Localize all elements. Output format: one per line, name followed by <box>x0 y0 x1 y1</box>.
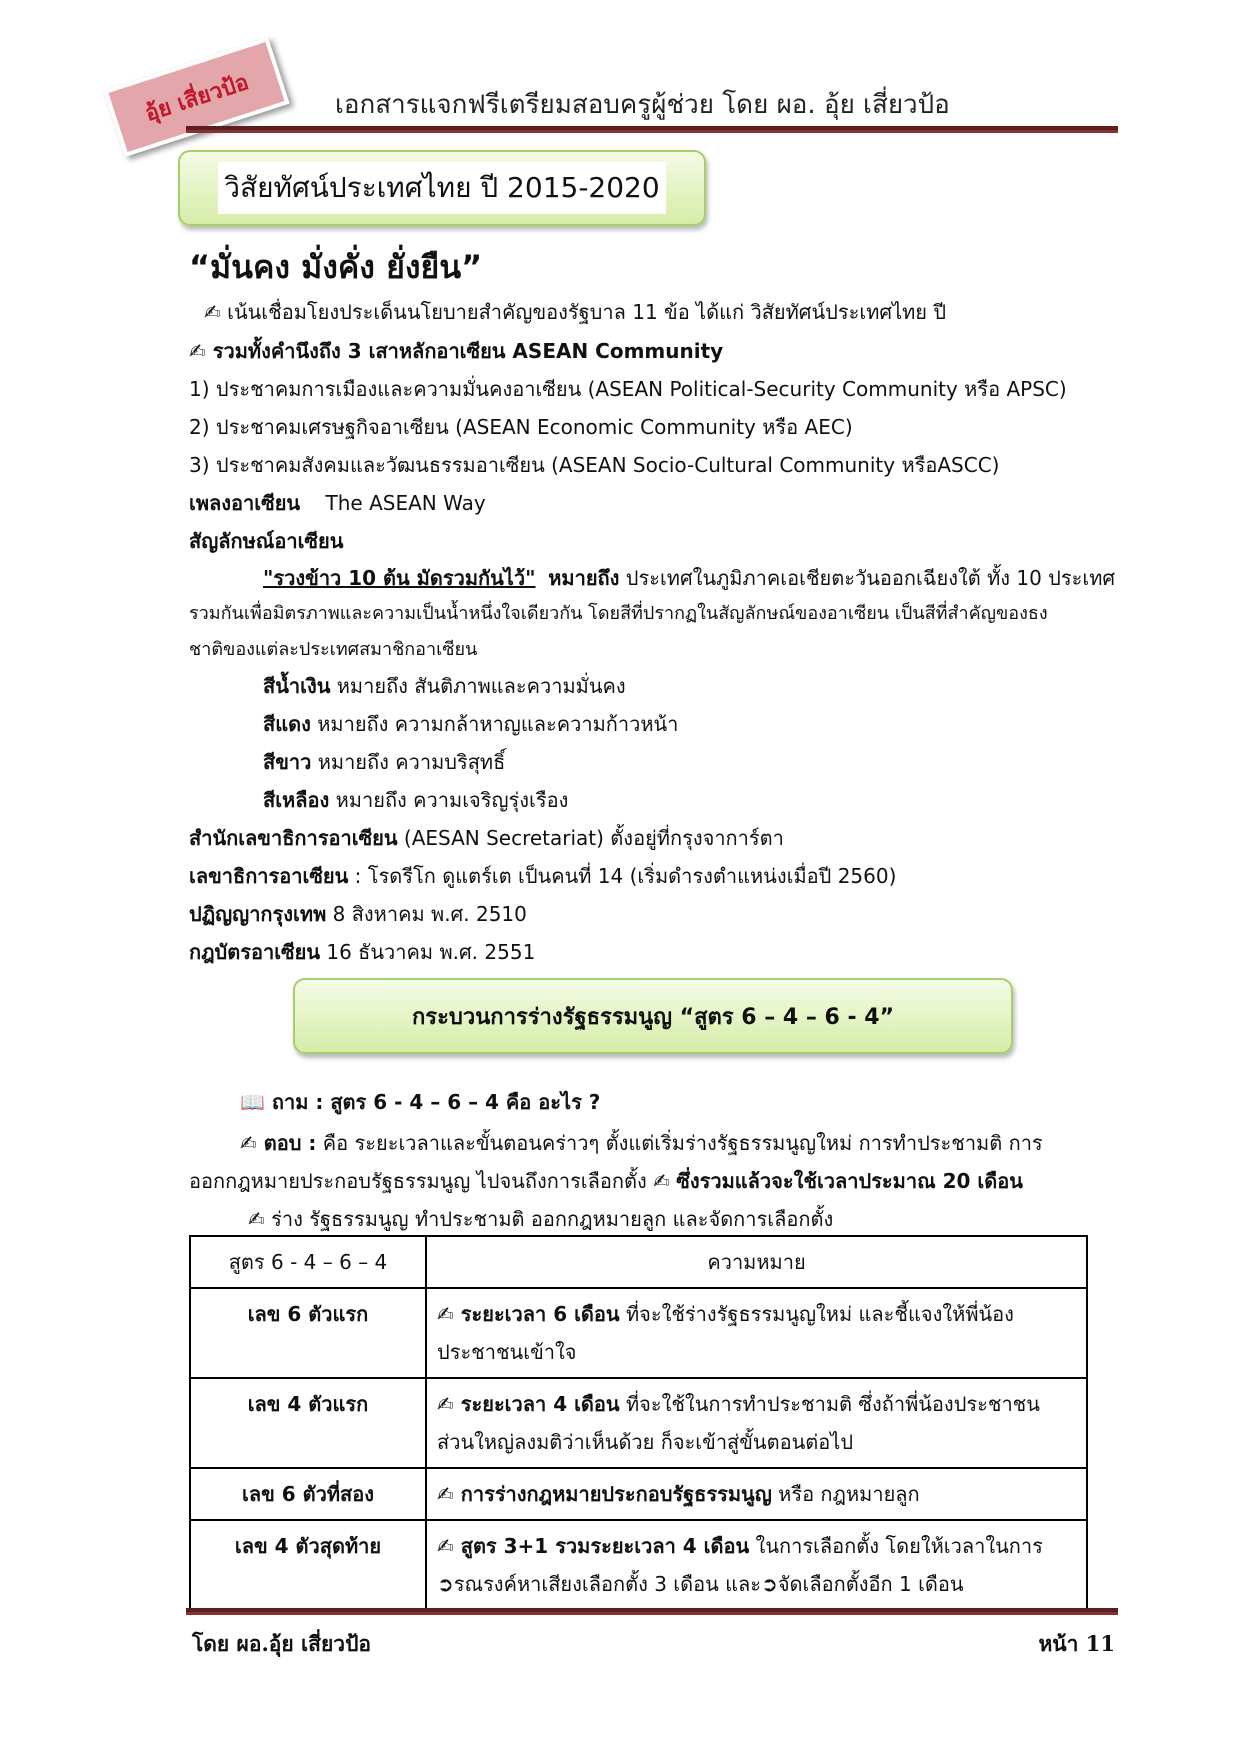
text-line: "รวงข้าว 10 ต้น มัดรวมกันไว้" หมายถึง ประเทศในภูมิภาคเอเชียตะวันออกเฉียงใต้ ทั้ง 10 ประเทศ <box>263 566 1116 590</box>
header-divider <box>186 126 1118 133</box>
text-line: สัญลักษณ์อาเซียน <box>189 529 344 553</box>
page-number: หน้า 11 <box>1038 1631 1115 1656</box>
text-line: สีน้ำเงิน หมายถึง สันติภาพและความมั่นคง <box>263 674 626 698</box>
answer-line: ✍ ตอบ : คือ ระยะเวลาและขั้นตอนคร่าวๆ ตั้งแต่เริ่มร่างรัฐธรรมนูญใหม่ การทำประชามติ การ <box>240 1131 1043 1155</box>
text-line: ปฏิญญากรุงเทพ 8 สิงหาคม พ.ศ. 2510 <box>189 902 527 926</box>
footer-divider <box>186 1608 1118 1615</box>
meaning-cell: ✍ ระยะเวลา 4 เดือน ที่จะใช้ในการทำประชามติ ซึ่งถ้าพี่น้องประชาชนส่วนใหญ่ลงมติว่าเห็นด้วย ก็จะเข้าสู่ขั้นตอนต่อไป <box>426 1378 1087 1468</box>
section-box <box>293 978 1013 1054</box>
stamp-text: อุ้ย เสี่ยวป้อ <box>141 69 252 127</box>
author-stamp <box>103 37 289 157</box>
page-title: วิสัยทัศน์ประเทศไทย ปี 2015-2020 <box>218 162 665 214</box>
key-cell: เลข 4 ตัวสุดท้าย <box>190 1520 426 1610</box>
answer-line: ออกกฎหมายประกอบรัฐธรรมนูญ ไปจนถึงการเลือกตั้ง ✍ ซึ่งรวมแล้วจะใช้เวลาประมาณ 20 เดือน <box>189 1169 1023 1193</box>
writing-hand-icon: ✍ <box>189 339 213 363</box>
table-row <box>190 1288 1087 1378</box>
title-box <box>178 150 706 226</box>
writing-hand-icon: ✍ <box>240 1131 264 1155</box>
writing-hand-icon: ✍ <box>248 1207 272 1231</box>
table-row <box>190 1468 1087 1520</box>
text-line: ✍ รวมทั้งคำนึงถึง 3 เสาหลักอาเซียน ASEAN Community <box>189 339 724 363</box>
text-line: 3) ประชาคมสังคมและวัฒนธรรมอาเซียน (ASEAN Socio-Cultural Community หรือASCC) <box>189 453 1000 477</box>
table-row <box>190 1378 1087 1468</box>
arrow-circle-icon: ➲ <box>437 1572 454 1596</box>
text-line: สีขาว หมายถึง ความบริสุทธิ์ <box>263 750 506 774</box>
text-line: สีเหลือง หมายถึง ความเจริญรุ่งเรือง <box>263 788 569 812</box>
text-line: ✍ เน้นเชื่อมโยงประเด็นนโยบายสำคัญของรัฐบาล 11 ข้อ ได้แก่ วิสัยทัศน์ประเทศไทย ปี <box>204 300 947 324</box>
text-line: รวมกันเพื่อมิตรภาพและความเป็นน้ำหนึ่งใจเดียวกัน โดยสีที่ปรากฏในสัญลักษณ์ของอาเซียน เป็นสีที่สำคัญของธง <box>189 603 1048 624</box>
text-line: เลขาธิการอาเซียน : โรดรีโก ดูแตร์เต เป็นคนที่ 14 (เริ่มดำรงตำแหน่งเมื่อปี 2560) <box>189 864 897 888</box>
answer-line: ✍ ร่าง รัฐธรรมนูญ ทำประชามติ ออกกฎหมายลูก และจัดการเลือกตั้ง <box>248 1207 834 1231</box>
key-cell: เลข 6 ตัวที่สอง <box>190 1468 426 1520</box>
meaning-cell: ✍ สูตร 3+1 รวมระยะเวลา 4 เดือน ในการเลือกตั้ง โดยให้เวลาในการ ➲รณรงค์หาเสียงเลือกตั้ง 3 เดือน และ➲จัดเลือกตั้งอีก 1 เดือน <box>426 1520 1087 1610</box>
key-cell: เลข 6 ตัวแรก <box>190 1288 426 1378</box>
text-line: กฎบัตรอาเซียน 16 ธันวาคม พ.ศ. 2551 <box>189 940 536 964</box>
header-cell: ความหมาย <box>426 1236 1087 1288</box>
text-line: เพลงอาเซียน The ASEAN Way <box>189 491 486 515</box>
writing-hand-icon: ✍ <box>653 1169 677 1193</box>
arrow-circle-icon: ➲ <box>761 1572 778 1596</box>
formula-table <box>189 1235 1088 1611</box>
slogan: “มั่นคง มั่งคั่ง ยั่งยืน” <box>189 248 483 286</box>
key-cell: เลข 4 ตัวแรก <box>190 1378 426 1468</box>
section-title: กระบวนการร่างรัฐธรรมนูญ “สูตร 6 – 4 – 6 - 4” <box>411 1004 895 1030</box>
question-line: 📖 ถาม : สูตร 6 - 4 – 6 – 4 คือ อะไร ? <box>240 1090 601 1114</box>
header-text: เอกสารแจกฟรีเตรียมสอบครูผู้ช่วย โดย ผอ. อุ้ย เสี่ยวป้อ <box>335 90 950 120</box>
text-line: ชาติของแต่ละประเทศสมาชิกอาเซียน <box>189 639 478 660</box>
table-header-row <box>190 1236 1087 1288</box>
meaning-cell: ✍ การร่างกฎหมายประกอบรัฐธรรมนูญ หรือ กฎหมายลูก <box>426 1468 1087 1520</box>
text-line: สำนักเลขาธิการอาเซียน (AESAN Secretariat) ตั้งอยู่ที่กรุงจาการ์ตา <box>189 826 784 850</box>
header-cell: สูตร 6 - 4 – 6 – 4 <box>190 1236 426 1288</box>
footer-author: โดย ผอ.อุ้ย เสี่ยวป้อ <box>192 1631 372 1656</box>
text-line: 1) ประชาคมการเมืองและความมั่นคงอาเซียน (ASEAN Political-Security Community หรือ APSC) <box>189 377 1067 401</box>
writing-hand-icon: ✍ <box>204 300 228 324</box>
table-row <box>190 1520 1087 1610</box>
book-icon: 📖 <box>240 1090 272 1114</box>
text-line: 2) ประชาคมเศรษฐกิจอาเซียน (ASEAN Economic Community หรือ AEC) <box>189 415 853 439</box>
meaning-cell: ✍ ระยะเวลา 6 เดือน ที่จะใช้ร่างรัฐธรรมนูญใหม่ และชี้แจงให้พี่น้องประชาชนเข้าใจ <box>426 1288 1087 1378</box>
text-line: สีแดง หมายถึง ความกล้าหาญและความก้าวหน้า <box>263 712 679 736</box>
